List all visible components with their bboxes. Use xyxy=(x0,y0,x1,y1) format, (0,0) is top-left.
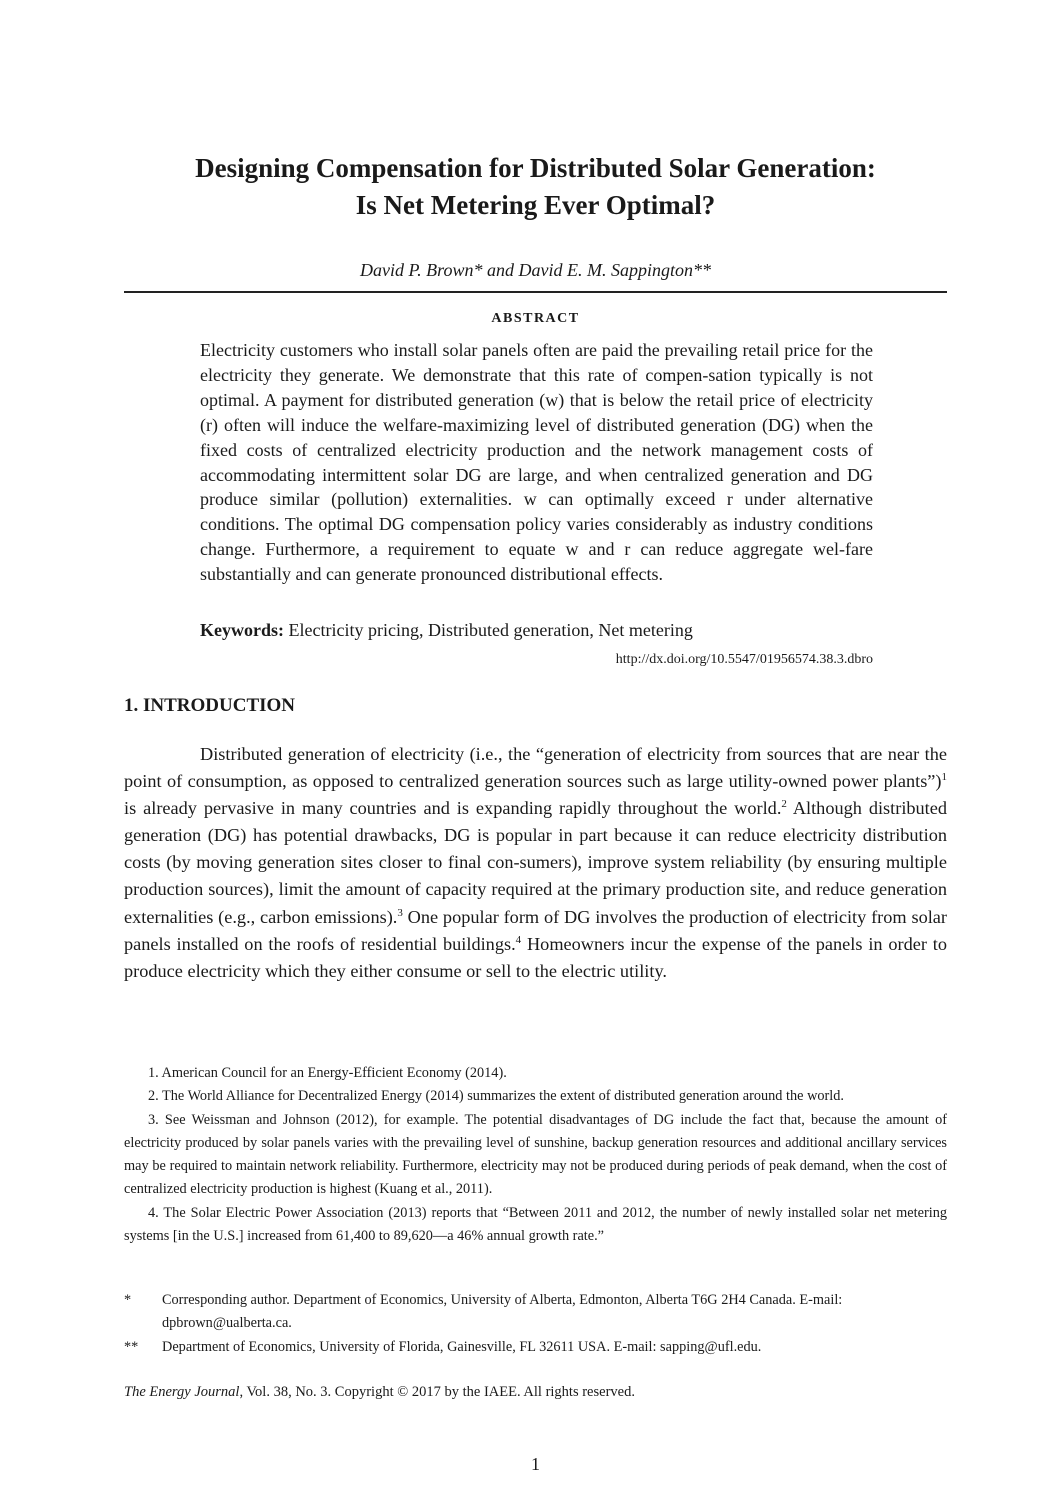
footnote-ref-1[interactable]: 1 xyxy=(941,771,947,783)
page-number: 1 xyxy=(531,1454,540,1474)
affiliation-2 xyxy=(124,1336,947,1359)
authors: David P. Brown* and David E. M. Sappington** xyxy=(360,260,711,280)
intro-text-2: is already pervasive in many countries and is expanding rapidly throughout the world. xyxy=(124,798,782,819)
paper-title-line-1: Designing Compensation for Distributed Solar Generation: xyxy=(195,153,876,183)
footnotes xyxy=(124,1062,947,1248)
footnote-ref-2[interactable]: 2 xyxy=(781,798,787,811)
paper-title-line-2: Is Net Metering Ever Optimal? xyxy=(355,190,716,220)
doi-link[interactable]: http://dx.doi.org/10.5547/01956574.38.3.dbro xyxy=(615,652,873,667)
keywords-label: Keywords: xyxy=(200,620,284,640)
footnote-1: 1. American Council for an Energy-Efficient Economy (2014). xyxy=(148,1065,507,1081)
footnote-ref-3[interactable]: 3 xyxy=(397,906,403,919)
affiliation-1-mark: * xyxy=(124,1292,132,1308)
journal-citation xyxy=(124,1381,635,1403)
intro-text-1: Distributed generation of electricity (i.e., the “generation of electricity from sources that are near the point of consumption, as opposed to centralized generation sources such as large utility-owned power plants”) xyxy=(124,744,947,792)
intro-text-3: Although distributed generation (DG) has potential drawbacks, DG is popular in part because it can reduce electricity distribution costs (by moving generation sites closer to final con-sumers), improve system reliability (by ensuring multiple production sources), limit the amount of capacity required at the primary production site, and reduce generation externalities (e.g., carbon emissions). xyxy=(124,798,948,927)
footnote-ref-4[interactable]: 4 xyxy=(515,933,522,946)
affiliation-2-mark: ** xyxy=(124,1338,139,1355)
section-heading: 1. INTRODUCTION xyxy=(124,695,296,716)
author-affiliations xyxy=(124,1289,947,1359)
affiliation-2-text: Department of Economics, University of Florida, Gainesville, FL 32611 USA. E-mail: sapping@ufl.edu. xyxy=(162,1338,762,1355)
keywords xyxy=(200,618,873,642)
affiliation-1-text: Corresponding author. Department of Economics, University of Alberta, Edmonton, Alberta T6G 2H4 Canada. E-mail: dpbrown@ualberta.ca. xyxy=(162,1292,843,1332)
footnote-3: 3. See Weissman and Johnson (2012), for example. The potential disadvantages of DG include the fact that, because the amount of electricity produced by solar panels varies with the prevailing level of sunshine, backup generation resources and additional ancillary services may be required to maintain network reliability. Furthermore, electricity may not be produced during periods of peak demand, when the cost of centralized electricity production is highest (Kuang et al., 2011). xyxy=(124,1111,947,1198)
intro-text-4: One popular form of DG involves the production of electricity from solar panels installed on the roofs of residential buildings. xyxy=(124,906,947,954)
paper-title xyxy=(0,150,1051,224)
abstract-heading: ABSTRACT xyxy=(491,311,580,326)
affiliation-1 xyxy=(124,1289,947,1336)
footnote-4: 4. The Solar Electric Power Association (2013) reports that “Between 2011 and 2012, the number of newly installed solar net metering systems [in the U.S.] increased from 61,400 to 89,620—a 46% annual growth rate.” xyxy=(124,1204,947,1245)
keywords-text: Electricity pricing, Distributed generation, Net metering xyxy=(288,620,693,640)
intro-paragraph xyxy=(124,741,947,985)
title-rule xyxy=(124,291,947,293)
intro-text-5: Homeowners incur the expense of the panels in order to produce electricity which they either consume or sell to the electric utility. xyxy=(124,933,947,981)
abstract-text: Electricity customers who install solar panels often are paid the prevailing retail price for the electricity they generate. We demonstrate that this rate of compen-sation typically is not optimal. A payment for distributed generation (w) that is below the retail price of electricity (r) often will induce the welfare-maximizing level of distributed generation (DG) when the fixed costs of centralized electricity production and the network management costs of accommodating intermittent solar DG are large, and when centralized generation and DG produce similar (pollution) externalities. w can optimally exceed r under alternative conditions. The optimal DG compensation policy varies considerably as industry conditions change. Furthermore, a requirement to equate w and r can reduce aggregate wel-fare substantially and can generate pronounced distributional effects. xyxy=(200,340,873,585)
footnote-2: 2. The World Alliance for Decentralized Energy (2014) summarizes the extent of distributed generation around the world. xyxy=(148,1088,845,1105)
journal-copyright: , Vol. 38, No. 3. Copyright © 2017 by the IAEE. All rights reserved. xyxy=(239,1384,635,1400)
journal-name: The Energy Journal xyxy=(124,1384,240,1400)
